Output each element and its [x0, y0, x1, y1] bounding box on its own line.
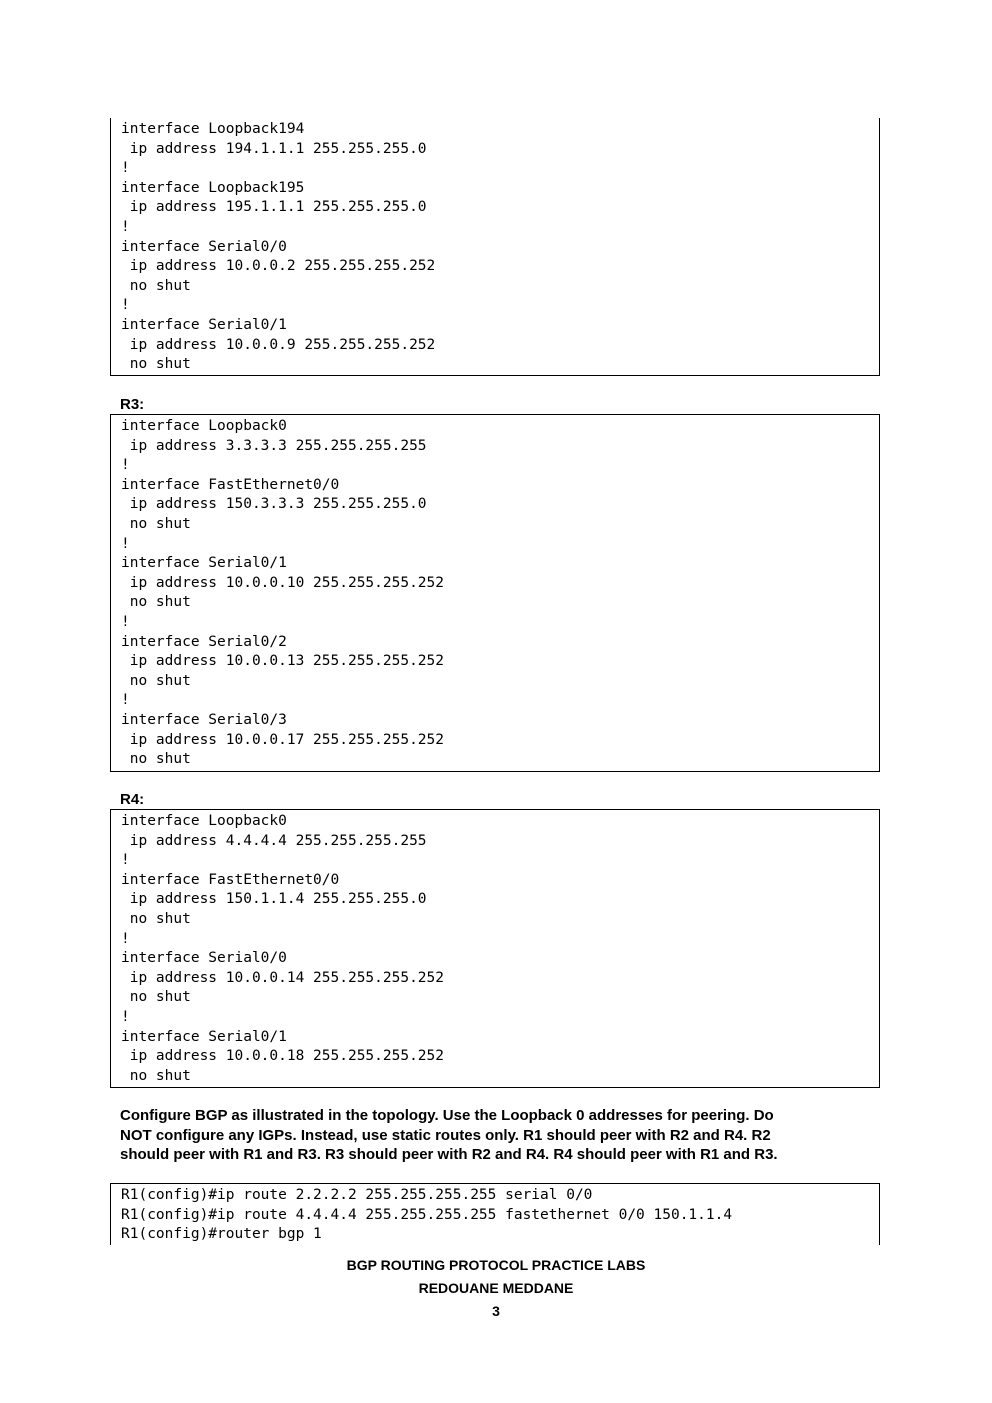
code-line: ip address 4.4.4.4 255.255.255.255: [121, 832, 427, 849]
bgp-instruction-paragraph: [120, 1106, 870, 1165]
paragraph-line: Configure BGP as illustrated in the topology. Use the Loopback 0 addresses for peering. Do: [120, 1107, 774, 1124]
code-line: !: [121, 457, 130, 474]
code-line: interface Serial0/1: [121, 316, 287, 333]
code-line: ip address 150.3.3.3 255.255.255.0: [121, 496, 427, 513]
code-line: ip address 194.1.1.1 255.255.255.0: [121, 140, 427, 157]
paragraph-line: should peer with R1 and R3. R3 should peer with R2 and R4. R4 should peer with R1 and R3.: [120, 1146, 778, 1163]
page-number: 3: [492, 1303, 500, 1319]
code-line: !: [121, 1008, 130, 1025]
code-line: interface Serial0/1: [121, 1028, 287, 1045]
code-line: no shut: [121, 356, 191, 373]
code-line: !: [121, 613, 130, 630]
code-line: interface Loopback195: [121, 179, 305, 196]
code-line: interface Serial0/3: [121, 711, 287, 728]
paragraph-line: NOT configure any IGPs. Instead, use static routes only. R1 should peer with R2 and R4. R2: [120, 1126, 771, 1144]
code-line: ip address 10.0.0.14 255.255.255.252: [121, 969, 445, 986]
code-line: no shut: [121, 1067, 191, 1084]
r4-config-box: [110, 809, 880, 1088]
code-line: ip address 3.3.3.3 255.255.255.255: [121, 437, 427, 454]
code-line: ip address 150.1.1.4 255.255.255.0: [121, 891, 427, 908]
code-line: !: [121, 852, 130, 869]
r3-heading: R3:: [120, 396, 145, 413]
code-line: no shut: [121, 277, 191, 294]
code-line: ip address 10.0.0.10 255.255.255.252: [121, 574, 445, 591]
code-line: interface Serial0/0: [121, 950, 287, 967]
code-line: interface Loopback0: [121, 813, 287, 829]
code-line: !: [121, 160, 130, 177]
code-line: interface Serial0/0: [121, 238, 287, 255]
code-line: !: [121, 692, 130, 709]
code-line: no shut: [121, 672, 191, 689]
code-line: no shut: [121, 910, 191, 927]
code-line: no shut: [121, 515, 191, 532]
code-line: R1(config)#ip route 4.4.4.4 255.255.255.255 fastethernet 0/0 150.1.1.4: [121, 1206, 733, 1223]
code-line: !: [121, 535, 130, 552]
code-line: interface FastEthernet0/0: [121, 476, 340, 493]
code-line: no shut: [121, 989, 191, 1006]
code-line: ip address 10.0.0.13 255.255.255.252: [121, 653, 445, 670]
code-line: interface Serial0/1: [121, 555, 287, 572]
code-line: ip address 10.0.0.9 255.255.255.252: [121, 336, 436, 353]
r1-commands-box: [110, 1183, 880, 1245]
code-line: !: [121, 930, 130, 947]
code-line: no shut: [121, 594, 191, 611]
code-line: interface Loopback0: [121, 418, 287, 434]
code-line: interface Loopback194: [121, 121, 305, 137]
code-line: interface Serial0/2: [121, 633, 287, 650]
code-line: ip address 195.1.1.1 255.255.255.0: [121, 199, 427, 216]
code-line: ip address 10.0.0.17 255.255.255.252: [121, 731, 445, 748]
r3-config-box: [110, 414, 880, 772]
code-line: !: [121, 218, 130, 235]
r4-heading: R4:: [120, 791, 145, 808]
r2-config-continued-box: [110, 118, 880, 376]
footer-author: REDOUANE MEDDANE: [418, 1280, 574, 1296]
code-line: ip address 10.0.0.2 255.255.255.252: [121, 258, 436, 275]
code-line: !: [121, 297, 130, 314]
code-line: interface FastEthernet0/0: [121, 871, 340, 888]
code-line: no shut: [121, 751, 191, 768]
code-line: R1(config)#ip route 2.2.2.2 255.255.255.255 serial 0/0: [121, 1187, 593, 1203]
code-line: R1(config)#router bgp 1: [121, 1226, 322, 1243]
code-line: ip address 10.0.0.18 255.255.255.252: [121, 1048, 445, 1065]
footer-title: BGP ROUTING PROTOCOL PRACTICE LABS: [346, 1257, 646, 1273]
